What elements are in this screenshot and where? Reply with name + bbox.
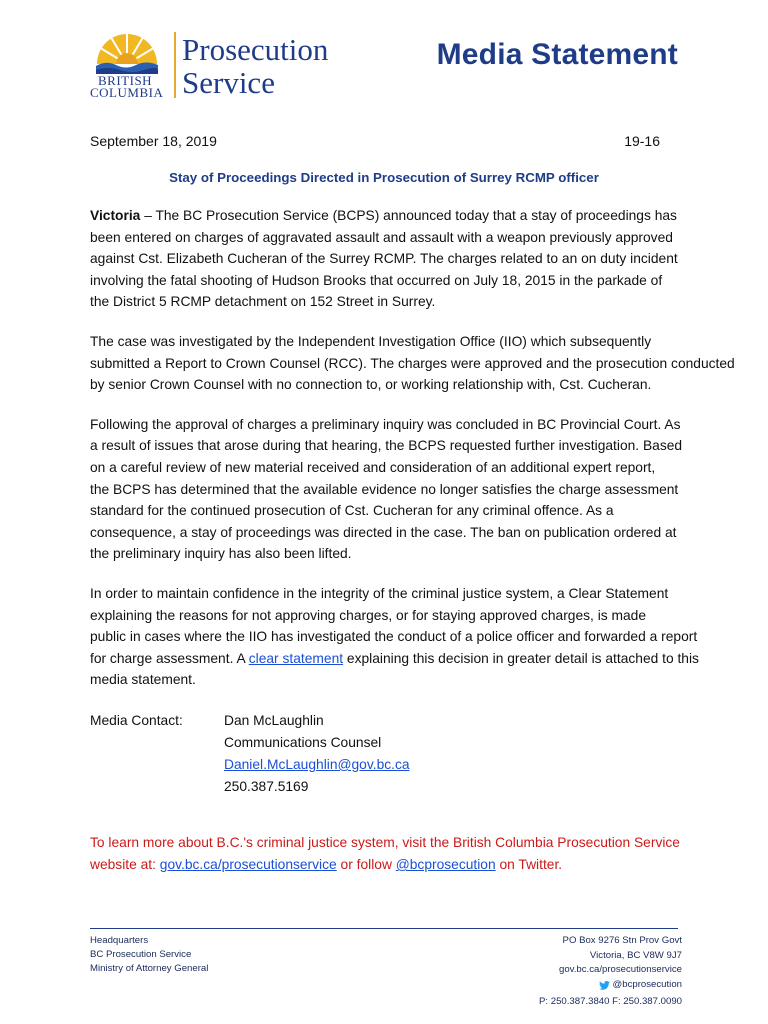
paragraph-3-line-3: on a careful review of new material received and consideration of an additional expert report, bbox=[90, 459, 656, 475]
footer-website: gov.bc.ca/prosecutionservice bbox=[558, 964, 682, 976]
paragraph-1-line-4: involving the fatal shooting of Hudson Brooks that occurred on July 18, 2015 in the parkade of bbox=[90, 272, 663, 288]
paragraph-2-line-1: The case was investigated by the Independent Investigation Office (IIO) which subsequently bbox=[90, 333, 652, 349]
contact-title: Communications Counsel bbox=[224, 735, 382, 750]
logo-divider bbox=[174, 32, 176, 98]
twitter-bird-icon bbox=[599, 981, 610, 990]
learn-more-line-1: To learn more about B.C.'s criminal justice system, visit the British Columbia Prosecution Service bbox=[90, 835, 680, 850]
paragraph-4-line-2: explaining the reasons for not approving charges, or for staying approved charges, is made bbox=[90, 607, 647, 623]
twitter-handle-link[interactable]: @bcprosecution bbox=[395, 857, 496, 872]
paragraph-1-line-2: been entered on charges of aggravated assault and assault with a weapon previously approved bbox=[90, 229, 673, 245]
statement-body bbox=[90, 205, 735, 709]
footer-twitter bbox=[539, 978, 682, 995]
contact-name: Dan McLaughlin bbox=[224, 713, 324, 728]
footer-phone-fax: P: 250.387.3840 F: 250.387.0090 bbox=[539, 996, 682, 1008]
logo-british-text: BRITISH bbox=[98, 73, 153, 88]
contact-phone: 250.387.5169 bbox=[224, 779, 309, 794]
learn-more-line-2 bbox=[90, 854, 710, 876]
paragraph-2 bbox=[90, 331, 735, 396]
clear-statement-link[interactable]: clear statement bbox=[248, 650, 344, 666]
learn-more-line-2-pre: website at: bbox=[90, 857, 160, 872]
paragraph-3-line-5: standard for the continued prosecution of Cst. Cucheran for any criminal offence. As a bbox=[90, 503, 614, 519]
logo-service-text: Service bbox=[182, 65, 275, 100]
paragraph-1-line-5: the District 5 RCMP detachment on 152 Street in Surrey. bbox=[90, 294, 436, 310]
paragraph-4-line-4-pre: for charge assessment. A bbox=[90, 650, 249, 666]
paragraph-4-line-5: media statement. bbox=[90, 672, 196, 688]
footer-twitter-row bbox=[599, 978, 682, 993]
headline: Stay of Proceedings Directed in Prosecution of Surrey RCMP officer bbox=[169, 170, 599, 185]
prosecution-service-website-link[interactable]: gov.bc.ca/prosecutionservice bbox=[159, 857, 337, 872]
logo-columbia-text: COLUMBIA bbox=[90, 85, 164, 100]
document-type-title: Media Statement bbox=[436, 38, 678, 71]
footer-hq-line-2: BC Prosecution Service bbox=[90, 949, 192, 960]
contact-email-link[interactable]: Daniel.McLaughlin@gov.bc.ca bbox=[224, 757, 410, 772]
sunrise-logo-icon bbox=[94, 30, 160, 74]
paragraph-4-line-4 bbox=[90, 648, 710, 670]
paragraph-3-line-7: the preliminary inquiry has also been lifted. bbox=[90, 546, 352, 562]
statement-date: September 18, 2019 bbox=[90, 133, 217, 149]
bc-prosecution-service-logo bbox=[90, 30, 358, 100]
paragraph-2-line-2: submitted a Report to Crown Counsel (RCC). The charges were approved and the prosecution conducted bbox=[90, 355, 735, 371]
footer-hq-line-3: Ministry of Attorney General bbox=[90, 963, 209, 974]
footer-headquarters bbox=[90, 934, 208, 976]
dateline: Victoria bbox=[90, 208, 141, 223]
paragraph-3 bbox=[90, 414, 710, 565]
footer-hq-line-1: Headquarters bbox=[90, 935, 149, 946]
paragraph-3-line-6: consequence, a stay of proceedings was directed in the case. The ban on publication ordered at bbox=[90, 524, 677, 540]
media-contact-details bbox=[224, 710, 410, 798]
paragraph-4 bbox=[90, 583, 710, 691]
learn-more-line-2-post: on Twitter. bbox=[495, 857, 563, 872]
paragraph-3-line-2: a result of issues that arose during that hearing, the BCPS requested further investigation. Based bbox=[90, 438, 683, 454]
learn-more-notice bbox=[90, 832, 710, 876]
footer-divider bbox=[90, 928, 678, 929]
footer-address-line-1: PO Box 9276 Stn Prov Govt bbox=[562, 935, 682, 946]
paragraph-1-line-3: against Cst. Elizabeth Cucheran of the Surrey RCMP. The charges related to an on duty incident bbox=[90, 251, 678, 267]
paragraph-1-line-1-text: – The BC Prosecution Service (BCPS) announced today that a stay of proceedings has bbox=[140, 208, 677, 223]
paragraph-1 bbox=[90, 205, 710, 313]
footer-address bbox=[539, 934, 682, 1010]
paragraph-4-line-1: In order to maintain confidence in the integrity of the criminal justice system, a Clear Statement bbox=[90, 585, 669, 601]
footer-twitter-handle: @bcprosecution bbox=[612, 978, 682, 990]
paragraph-2-line-3: by senior Crown Counsel with no connection to, or working relationship with, Cst. Cucheran. bbox=[90, 377, 652, 393]
paragraph-3-line-1: Following the approval of charges a preliminary inquiry was concluded in BC Provincial Court. As bbox=[90, 416, 681, 432]
media-contact-label: Media Contact: bbox=[90, 713, 183, 728]
paragraph-1-line-1 bbox=[90, 205, 710, 227]
paragraph-4-line-3: public in cases where the IIO has investigated the conduct of a police officer and forwarded a report bbox=[90, 629, 698, 645]
learn-more-line-2-mid: or follow bbox=[336, 857, 396, 872]
statement-number: 19-16 bbox=[624, 133, 660, 149]
paragraph-3-line-4: the BCPS has determined that the available evidence no longer satisfies the charge assessment bbox=[90, 481, 679, 497]
paragraph-4-line-4-post: explaining this decision in greater detail is attached to this bbox=[343, 650, 699, 666]
logo-prosecution-text: Prosecution bbox=[182, 32, 329, 67]
footer-address-line-2: Victoria, BC V8W 9J7 bbox=[589, 949, 682, 961]
